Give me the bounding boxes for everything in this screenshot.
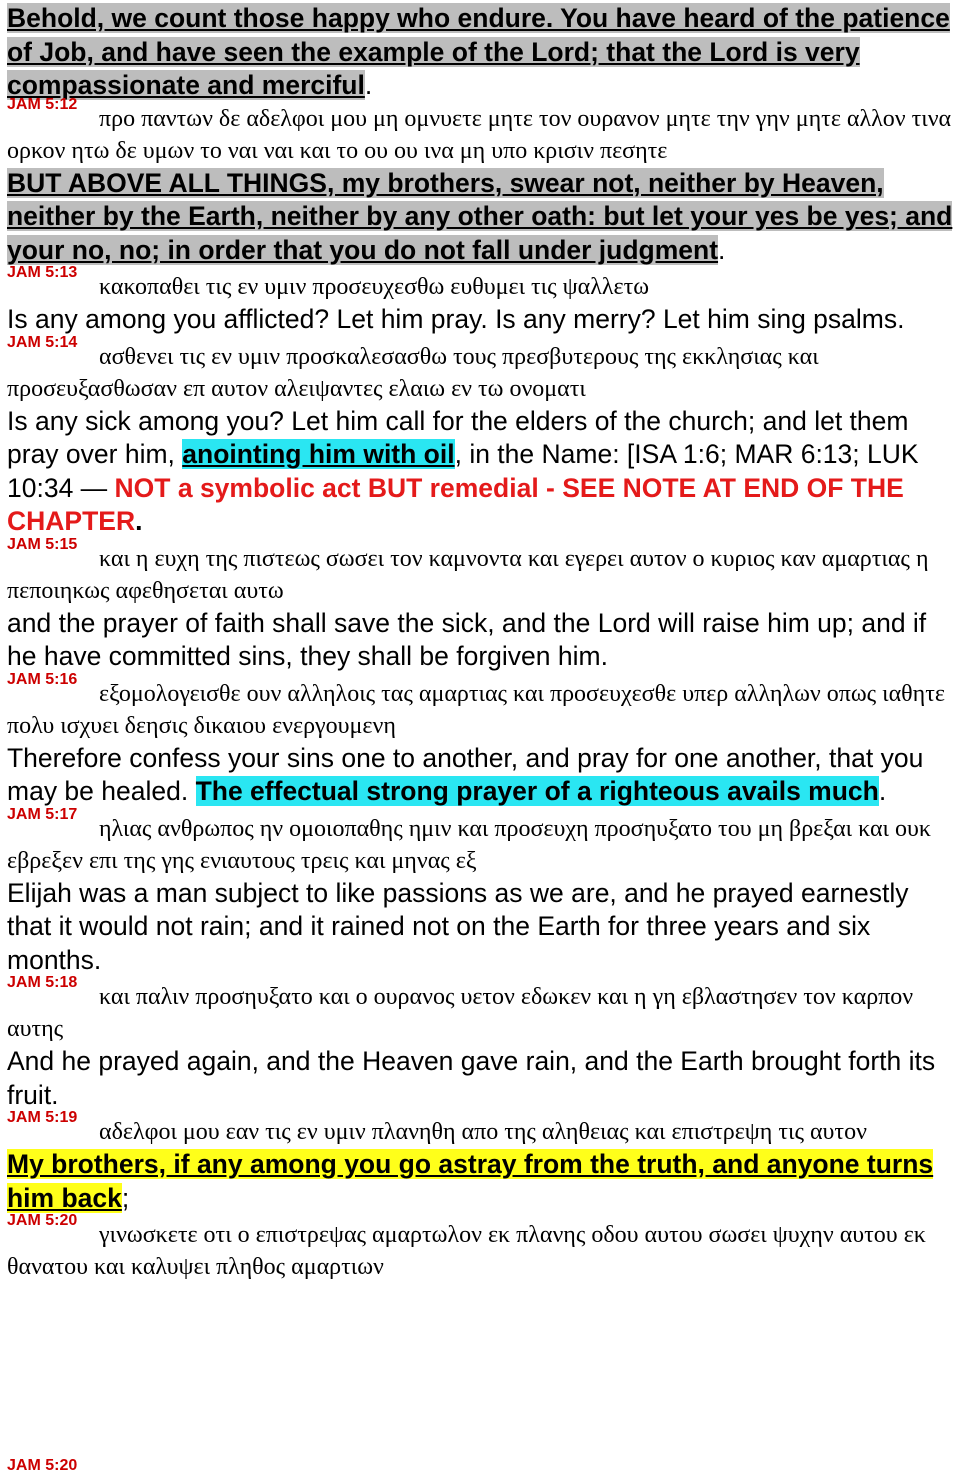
- verse-14-greek: [7, 333, 957, 405]
- verse-18-greek: [7, 974, 957, 1045]
- verse-reference: JAM 5:20: [7, 1457, 78, 1474]
- verse-14-text-a: Is any sick among you? Let him call for the elders of the church; and let them pray over him,: [7, 405, 909, 469]
- verse-14-text-b: , in the Name: [ISA 1:6; MAR 6:13; LUK 10:34 —: [7, 439, 919, 503]
- verse-13-greek: [7, 264, 957, 303]
- verse-13-english: Is any among you afflicted? Let him pray. Is any merry? Let him sing psalms.: [7, 304, 905, 334]
- greek-text: και παλιν προσηυξατο και ο ουρανος υετον εδωκεν και η γη εβλαστησεν τον καρπον αυτης: [7, 984, 914, 1042]
- verse-16-english: [7, 742, 955, 809]
- verse-18-english: And he prayed again, and the Heaven gave rain, and the Earth brought forth its fruit.: [7, 1046, 936, 1110]
- verse-20-greek: [7, 1212, 957, 1283]
- verse-14-english: [7, 405, 955, 539]
- verse-16-end-punct: .: [878, 776, 887, 806]
- verse-reference: JAM 5:19: [7, 1109, 78, 1126]
- greek-text: κακοπαθει τις εν υμιν προσευχεσθω ευθυμει τις ψαλλετω: [99, 274, 650, 300]
- verse-14-end-punct: .: [135, 506, 143, 536]
- verse-19-end-punct: ;: [121, 1182, 130, 1213]
- greek-text: προ παντων δε αδελφοι μου μη ομνυετε μητε τον ουρανον μητε την γην μητε αλλον τινα ορκον ητω δε υμων το ναι ναι και το ου ου ινα μη υπο κρισιν πεσητε: [7, 105, 952, 164]
- verse-17-greek: [7, 805, 957, 877]
- verse-15-greek: [7, 535, 957, 607]
- verse-12-english: [7, 167, 955, 268]
- greek-text: γινωσκετε οτι ο επιστρεψας αμαρτωλον εκ πλανης οδου αυτου σωσει ψυχην αυτου εκ θανατου και καλυψει πληθος αμαρτιων: [7, 1222, 926, 1280]
- verse-reference: JAM 5:20: [7, 1212, 78, 1229]
- greek-text: και η ευχη της πιστεως σωσει τον καμνοντα και εγερει αυτον ο κυριος καν αμαρτιας η πεποιηκως αφεθησεται αυτω: [7, 545, 929, 604]
- verse-reference: JAM 5:14: [7, 333, 78, 351]
- verse-16-highlight: The effectual strong prayer of a righteous avails much: [195, 776, 879, 806]
- verse-19-greek: [7, 1109, 957, 1148]
- greek-text: ασθενει τις εν υμιν προσκαλεσασθω τους πρεσβυτερους της εκκλησιας και προσευξασθωσαν επ αυτον αλειψαντες ελαιω εν τω ονοματι: [7, 343, 819, 402]
- verse-16-greek: [7, 670, 957, 742]
- greek-text: αδελφοι μου εαν τις εν υμιν πλανηθη απο της αληθειας και επιστρεψη τις αυτον: [99, 1119, 867, 1145]
- remedial-note: NOT a symbolic act BUT remedial - SEE NOTE AT END OF THE CHAPTER: [7, 472, 904, 536]
- verse-reference: JAM 5:12: [7, 95, 78, 113]
- verse-reference: JAM 5:18: [7, 974, 78, 991]
- verse-11-end-punct: .: [364, 70, 373, 100]
- verse-11-english-emphasized: Behold, we count those happy who endure. You have heard of the patience of Job, and have seen the example of the Lord; that the Lord is very compassionate and merciful: [7, 3, 950, 100]
- verse-19-english: [7, 1148, 955, 1215]
- verse-reference: JAM 5:17: [7, 805, 78, 823]
- verse-14-highlight: anointing him with oil: [182, 439, 455, 469]
- verse-12-greek: [7, 95, 957, 167]
- verse-15-english: and the prayer of faith shall save the sick, and the Lord will raise him up; and if he have committed sins, they shall be forgiven him.: [7, 607, 927, 671]
- verse-12-end-punct: .: [718, 234, 726, 265]
- verse-11-english: [7, 2, 955, 103]
- greek-text: εξομολογεισθε ουν αλληλοις τας αμαρτιας και προσευχεσθε υπερ αλληλων οπως ιαθητε πολυ ισχυει δεησις δικαιου ενεργουμενη: [7, 680, 945, 739]
- verse-16-text-a: Therefore confess your sins one to another, and pray for one another, that you may be healed.: [7, 742, 924, 806]
- verse-19-highlight: My brothers, if any among you go astray from the truth, and anyone turns him back: [7, 1149, 934, 1213]
- verse-reference: JAM 5:15: [7, 535, 78, 553]
- verse-reference: JAM 5:16: [7, 670, 78, 688]
- verse-12-english-emphasized: BUT ABOVE ALL THINGS, my brothers, swear not, neither by Heaven, neither by the Earth, neither by any other oath: but let your yes be yes; and your no, no; in order that you do not fall under judgment: [7, 167, 953, 265]
- verse-reference: JAM 5:13: [7, 264, 78, 281]
- verse-17-english: Elijah was a man subject to like passions as we are, and he prayed earnestly that it would not rain; and it rained not on the Earth for three years and six months.: [7, 877, 909, 975]
- greek-text: ηλιας ανθρωπος ην ομοιοπαθης ημιν και προσευχη προσηυξατο του μη βρεξαι και ουκ εβρεξεν επι της γης ενιαυτους τρεις και μηνας εξ: [7, 815, 931, 874]
